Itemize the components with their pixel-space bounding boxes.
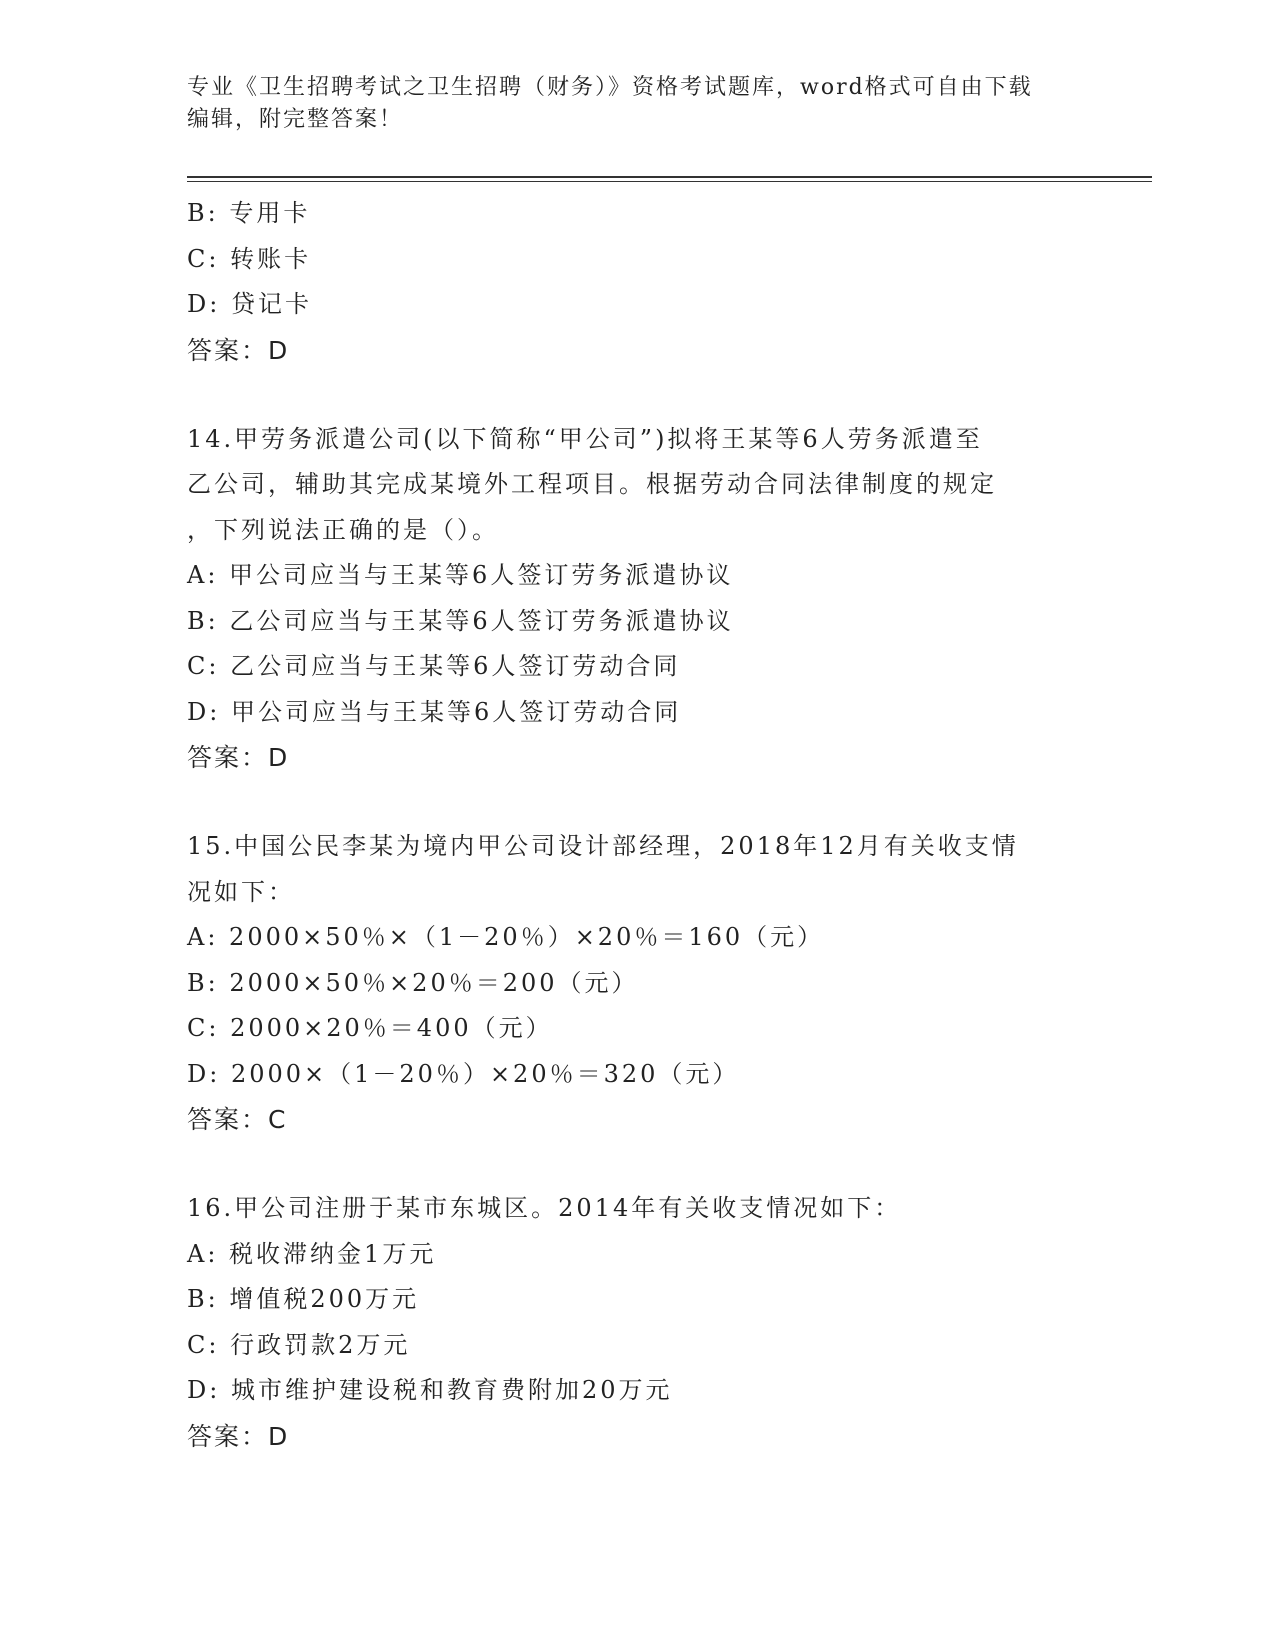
header-divider-thick (187, 176, 1152, 178)
question-15 (187, 824, 1087, 1143)
document-header (187, 72, 1067, 136)
question-13 (187, 191, 1087, 374)
question-stem-line: 14.甲劳务派遣公司(以下简称“甲公司”)拟将王某等6人劳务派遣至 (187, 424, 983, 453)
question-list (187, 191, 1087, 1460)
option-d: D: 贷记卡 (187, 290, 312, 318)
question-stem-line: 乙公司，辅助其完成某境外工程项目。根据劳动合同法律制度的规定 (187, 470, 997, 498)
option-a: A: 2000×50％×（1－20％）×20％＝160（元） (187, 923, 825, 951)
answer-line: 答案：D (187, 743, 290, 772)
option-c: C: 行政罚款2万元 (187, 1330, 411, 1359)
option-d: D: 城市维护建设税和教育费附加20万元 (187, 1376, 673, 1404)
option-b: B: 专用卡 (187, 199, 311, 227)
option-a: A: 税收滞纳金1万元 (187, 1239, 437, 1268)
question-14 (187, 417, 1087, 782)
option-d: D: 2000×（1－20％）×20％＝320（元） (187, 1059, 740, 1088)
option-a: A: 甲公司应当与王某等6人签订劳务派遣协议 (187, 561, 734, 589)
option-c: C: 转账卡 (187, 244, 312, 273)
header-divider-thin (187, 181, 1152, 182)
answer-line: 答案：D (187, 1421, 290, 1451)
header-line-1: 专业《卫生招聘考试之卫生招聘（财务）》资格考试题库，word格式可自由下载 (187, 75, 1033, 100)
question-stem-line: 15.中国公民李某为境内甲公司设计部经理，2018年12月有关收支情 (187, 832, 1019, 860)
option-b: B: 乙公司应当与王某等6人签订劳务派遣协议 (187, 606, 734, 635)
option-b: B: 增值税200万元 (187, 1285, 420, 1313)
header-line-2: 编辑，附完整答案！ (187, 107, 404, 132)
question-16 (187, 1186, 1087, 1460)
question-stem-line: 况如下： (187, 877, 295, 906)
question-gap (187, 374, 1087, 417)
answer-line: 答案：D (187, 335, 290, 365)
option-c: C: 2000×20％＝400（元） (187, 1014, 553, 1042)
answer-line: 答案：C (187, 1105, 288, 1134)
question-stem-line: ，下列说法正确的是（）。 (187, 515, 499, 544)
option-c: C: 乙公司应当与王某等6人签订劳动合同 (187, 652, 681, 680)
question-gap (187, 781, 1087, 824)
question-stem-line: 16.甲公司注册于某市东城区。2014年有关收支情况如下： (187, 1194, 902, 1222)
option-d: D: 甲公司应当与王某等6人签订劳动合同 (187, 697, 682, 726)
option-b: B: 2000×50％×20％＝200（元） (187, 968, 639, 997)
question-gap (187, 1143, 1087, 1186)
